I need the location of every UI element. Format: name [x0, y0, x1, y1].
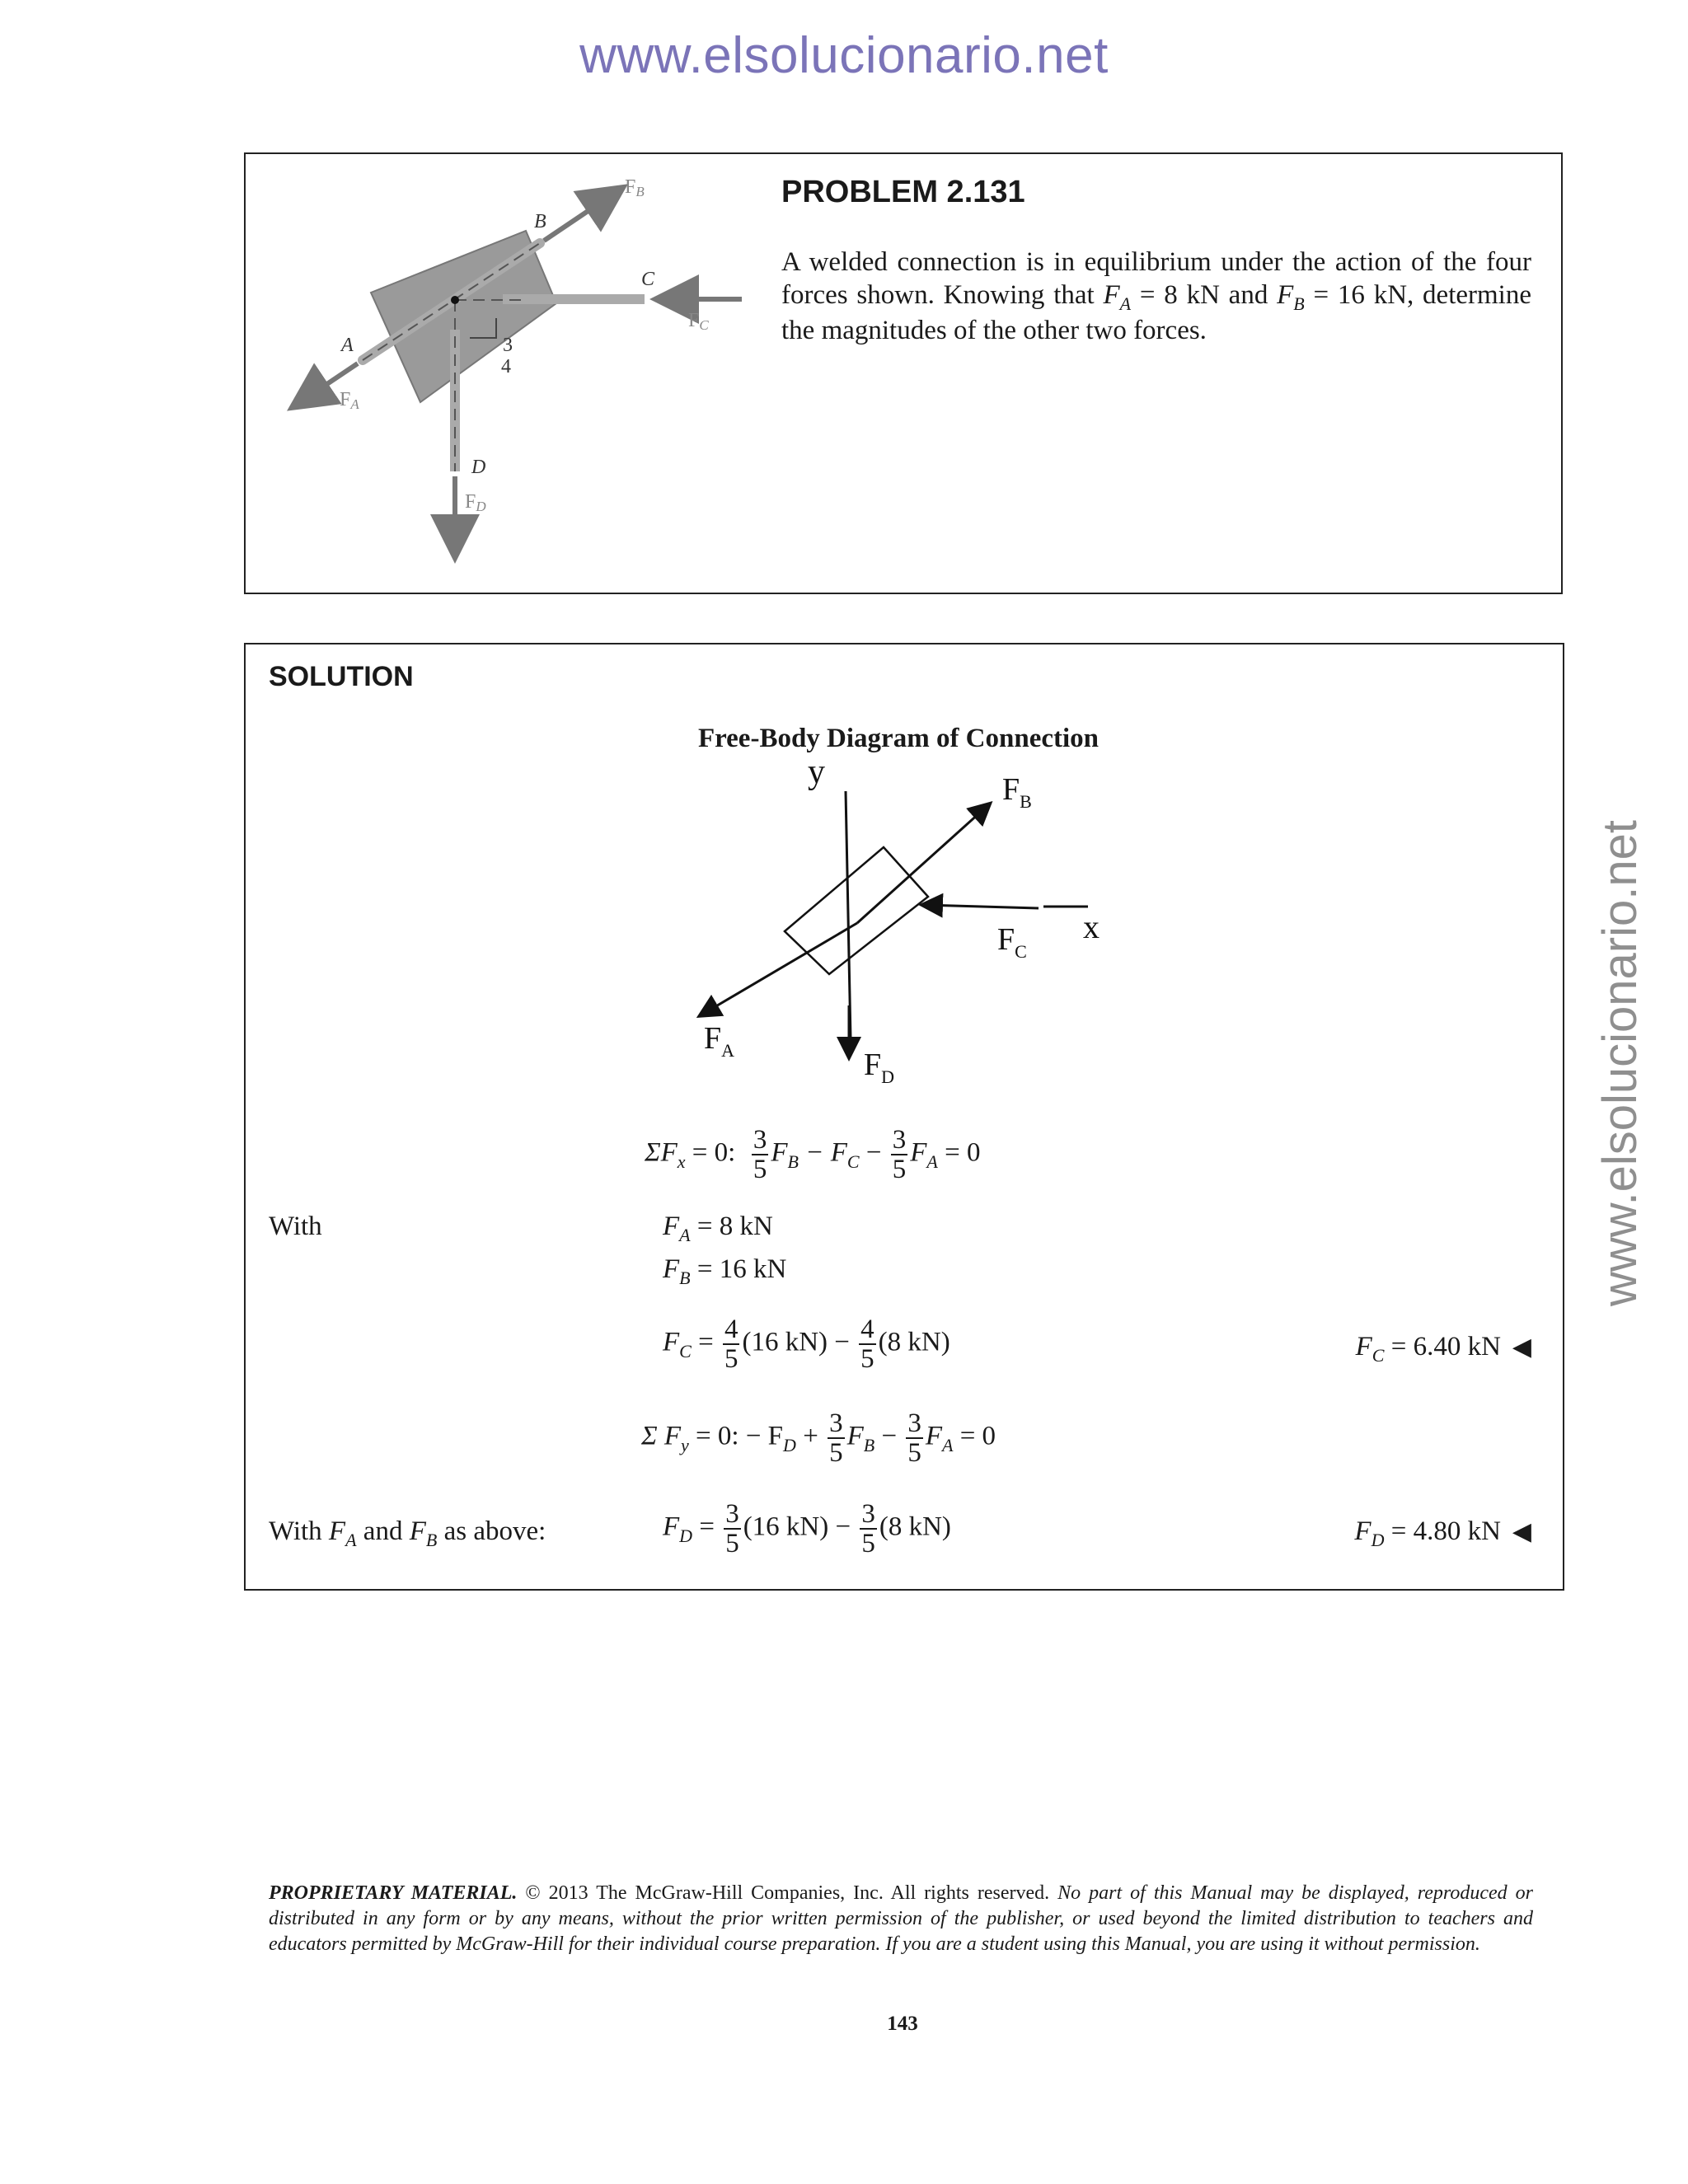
- problem-title: PROBLEM 2.131: [781, 175, 1025, 209]
- label-fc: F: [688, 310, 700, 331]
- answer-marker-icon: ◀: [1512, 1333, 1531, 1361]
- fbd-fb: F: [1002, 772, 1020, 807]
- svg-text:FB: [1002, 772, 1032, 812]
- slope-rise-label: 3: [503, 335, 513, 356]
- label-fb: F: [625, 176, 636, 198]
- with-label: With: [269, 1212, 322, 1241]
- problem-figure: [272, 165, 767, 577]
- with-fa-fb-label: With $F_A$ and $F_B$ as above:: [269, 1516, 546, 1550]
- equation-sum-fx: $\Sigma F_x = 0$: $\frac{3}{5}$ $F_B - F_C$ − $\frac{3}{5}$ $F_A = 0$: [645, 1125, 981, 1184]
- label-fd: F: [465, 491, 476, 513]
- fbd-y-label: y: [808, 758, 825, 791]
- label-fa-sub: A: [350, 396, 359, 412]
- watermark-side: www.elsolucionario.net: [1593, 820, 1647, 1306]
- svg-text:FD: [465, 491, 486, 514]
- svg-text:FD: [864, 1047, 894, 1087]
- fbd-fc-sub: C: [1015, 941, 1027, 962]
- solution-title: SOLUTION: [269, 661, 414, 692]
- label-c: C: [641, 269, 655, 290]
- given-fa: $F_A = 8$ kN: [663, 1212, 773, 1245]
- problem-text: A welded connection is in equilibrium under the action of the four forces shown. Knowing that $F_A = 8$ kN and $F_B = 16$ kN, determine the magnitudes of the other two forces.: [781, 247, 1531, 345]
- fbd-title: Free-Body Diagram of Connection: [697, 724, 1100, 753]
- fbd-arrow-fc: [923, 905, 1039, 908]
- footer-notice: PROPRIETARY MATERIAL. © 2013 The McGraw-Hill Companies, Inc. All rights reserved. No part of this Manual may be displayed, reproduced or distributed in any form or by any means, without the prior written permission of the publisher, or used beyond the limited distribution to teachers and educators permitted by McGraw-Hill for their individual course preparation. If you are a student using this Manual, you are using it without permission.: [269, 1882, 1533, 1955]
- fbd-fd-sub: D: [881, 1066, 895, 1087]
- fbd-fc: F: [997, 922, 1015, 957]
- answer-fc: $F_C = 6.40$ kN ◀: [1355, 1332, 1531, 1366]
- answer-fd: $F_D = 4.80$ kN ◀: [1354, 1516, 1531, 1550]
- svg-text:FC: [688, 310, 709, 333]
- fbd-arrow-fa: [701, 923, 857, 1015]
- fbd-fa-sub: A: [721, 1040, 735, 1061]
- page-number: 143: [887, 2013, 918, 2035]
- connection-rect: [785, 847, 928, 974]
- y-axis: [846, 791, 851, 1038]
- weld-point: [451, 296, 459, 304]
- arrow-fb: [544, 190, 620, 241]
- fbd-fa: F: [704, 1021, 722, 1056]
- equation-sum-fy: Σ $F_y = 0$: − $F_D$ + $\frac{3}{5}$ $F_B$ − $\frac{3}{5}$ $F_A = 0$: [641, 1408, 996, 1468]
- answer-marker-icon: ◀: [1512, 1518, 1531, 1545]
- label-fa: F: [340, 389, 351, 410]
- svg-text:FA: [340, 389, 359, 412]
- label-d: D: [471, 457, 486, 478]
- svg-text:FA: [704, 1021, 734, 1061]
- given-fb: $F_B = 16$ kN: [663, 1254, 787, 1288]
- fbd-fb-sub: B: [1020, 791, 1032, 812]
- svg-text:FB: [625, 176, 645, 199]
- slope-run-label: 4: [501, 356, 511, 377]
- label-b: B: [534, 211, 546, 232]
- equation-fd: $F_D$ = $\frac{3}{5}$ (16 kN) − $\frac{3}{5}$ (8 kN): [663, 1499, 951, 1558]
- label-fd-sub: D: [476, 499, 486, 514]
- equation-fc: $F_C$ = $\frac{4}{5}$ (16 kN) − $\frac{4}{5}$ (8 kN): [663, 1315, 950, 1374]
- label-fb-sub: B: [635, 184, 645, 199]
- watermark-top: www.elsolucionario.net: [579, 27, 1109, 84]
- free-body-diagram: [676, 758, 1137, 1104]
- fbd-fd: F: [864, 1047, 882, 1082]
- svg-text:FC: [997, 922, 1027, 962]
- label-a: A: [341, 335, 354, 356]
- label-fc-sub: C: [699, 317, 709, 333]
- fbd-x-label: x: [1083, 908, 1100, 945]
